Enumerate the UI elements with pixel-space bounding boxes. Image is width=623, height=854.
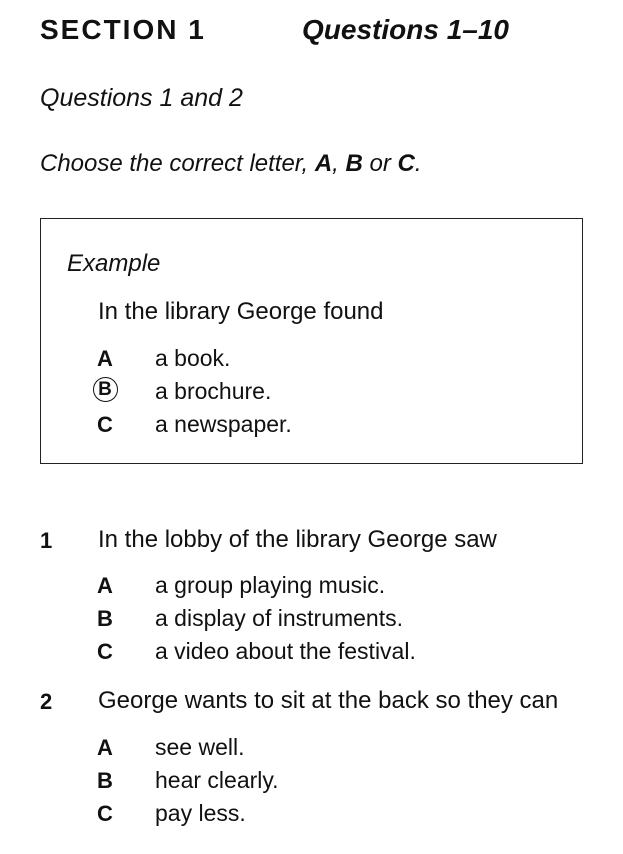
- option-letter: B: [97, 606, 113, 631]
- instruction-letter-b: B: [345, 150, 363, 177]
- question-group-heading: Questions 1 and 2: [40, 84, 243, 112]
- example-option-letter-circled: [92, 377, 118, 402]
- instruction: [40, 150, 422, 178]
- example-option-letter: C: [97, 412, 113, 437]
- instruction-sep1: ,: [332, 150, 346, 177]
- example-option-text: a book.: [155, 345, 231, 371]
- example-option-text: a brochure.: [155, 378, 272, 404]
- example-title: Example: [67, 250, 161, 277]
- question-stem: George wants to sit at the back so they can: [98, 687, 559, 714]
- option-text: see well.: [155, 734, 245, 760]
- question-number: 2: [40, 689, 53, 714]
- example-option-text: a newspaper.: [155, 411, 292, 437]
- option-text: a group playing music.: [155, 572, 386, 598]
- option-letter: A: [97, 735, 113, 760]
- instruction-sep2: or: [362, 150, 398, 177]
- example-stem: In the library George found: [98, 298, 384, 325]
- circled-answer-mark: B: [93, 377, 118, 402]
- option-letter: C: [97, 639, 113, 664]
- questions-range: Questions 1–10: [302, 14, 509, 45]
- question-stem: In the lobby of the library George saw: [98, 526, 497, 553]
- option-letter: A: [97, 573, 113, 598]
- instruction-prefix: Choose the correct letter,: [40, 150, 315, 177]
- option-text: hear clearly.: [155, 767, 279, 793]
- option-text: a display of instruments.: [155, 605, 404, 631]
- question-number: 1: [40, 528, 53, 553]
- instruction-letter-c: C: [397, 150, 415, 177]
- instruction-suffix: .: [414, 150, 422, 177]
- instruction-letter-a: A: [314, 150, 333, 177]
- option-text: a video about the festival.: [155, 638, 416, 664]
- option-letter: C: [97, 801, 113, 826]
- example-option-letter: A: [97, 346, 113, 371]
- section-label: SECTION 1: [40, 14, 206, 45]
- option-text: pay less.: [155, 800, 246, 826]
- option-letter: B: [97, 768, 113, 793]
